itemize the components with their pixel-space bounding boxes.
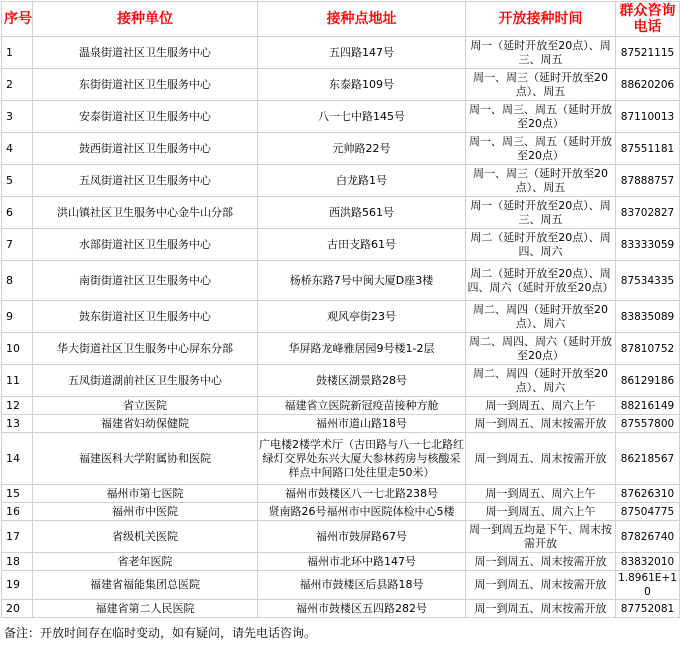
cell-unit: 福州市第七医院	[33, 485, 258, 503]
header-address: 接种点地址	[258, 2, 466, 37]
cell-no: 12	[2, 397, 33, 415]
cell-unit: 东街街道社区卫生服务中心	[33, 69, 258, 101]
cell-address: 元帅路22号	[258, 133, 466, 165]
cell-address: 福州市鼓屏路67号	[258, 521, 466, 553]
cell-unit: 福建医科大学附属协和医院	[33, 433, 258, 485]
cell-unit: 水部街道社区卫生服务中心	[33, 229, 258, 261]
cell-phone: 83702827	[616, 197, 680, 229]
cell-address: 福州市鼓楼区后县路18号	[258, 571, 466, 600]
cell-time: 周一、周三、周五（延时开放至20点）	[466, 101, 616, 133]
table-body	[2, 37, 680, 618]
cell-no: 11	[2, 365, 33, 397]
cell-unit: 福建省第二人民医院	[33, 600, 258, 618]
table-row	[2, 165, 680, 197]
cell-unit: 洪山镇社区卫生服务中心金牛山分部	[33, 197, 258, 229]
cell-time: 周一到周五、周末按需开放	[466, 571, 616, 600]
header-time: 开放接种时间	[466, 2, 616, 37]
table-row	[2, 229, 680, 261]
cell-phone: 87752081	[616, 600, 680, 618]
cell-time: 周一到周五、周末按需开放	[466, 415, 616, 433]
table-row	[2, 415, 680, 433]
cell-phone: 87810752	[616, 333, 680, 365]
cell-address: 福州市北环中路147号	[258, 553, 466, 571]
cell-no: 9	[2, 301, 33, 333]
cell-phone: 87534335	[616, 261, 680, 301]
cell-no: 7	[2, 229, 33, 261]
cell-phone: 83835089	[616, 301, 680, 333]
table-row	[2, 433, 680, 485]
cell-unit: 省立医院	[33, 397, 258, 415]
cell-address: 白龙路1号	[258, 165, 466, 197]
table-row	[2, 571, 680, 600]
table-row	[2, 365, 680, 397]
cell-address: 杨桥东路7号中闽大厦D座3楼	[258, 261, 466, 301]
cell-phone: 88216149	[616, 397, 680, 415]
cell-time: 周一到周五、周六上午	[466, 485, 616, 503]
header-unit: 接种单位	[33, 2, 258, 37]
table-row	[2, 69, 680, 101]
cell-no: 1	[2, 37, 33, 69]
cell-phone: 87521115	[616, 37, 680, 69]
cell-phone: 87110013	[616, 101, 680, 133]
cell-address: 福州市道山路18号	[258, 415, 466, 433]
cell-address: 福州市鼓楼区八一七北路238号	[258, 485, 466, 503]
cell-no: 18	[2, 553, 33, 571]
cell-time: 周二、周四、周六（延时开放至20点）	[466, 333, 616, 365]
table-row	[2, 485, 680, 503]
cell-phone: 83333059	[616, 229, 680, 261]
cell-no: 17	[2, 521, 33, 553]
cell-phone: 1.8961E+10	[616, 571, 680, 600]
table-row	[2, 521, 680, 553]
footnote: 备注：开放时间存在临时变动，如有疑问，请先电话咨询。	[4, 626, 317, 640]
cell-no: 5	[2, 165, 33, 197]
cell-time: 周二（延时开放至20点）、周四、周六	[466, 229, 616, 261]
cell-phone: 87557800	[616, 415, 680, 433]
table-row	[2, 37, 680, 69]
cell-phone: 87826740	[616, 521, 680, 553]
table-row	[2, 397, 680, 415]
cell-phone: 87504775	[616, 503, 680, 521]
cell-time: 周一（延时开放至20点）、周三、周五	[466, 37, 616, 69]
cell-phone: 87626310	[616, 485, 680, 503]
cell-address: 西洪路561号	[258, 197, 466, 229]
cell-no: 16	[2, 503, 33, 521]
header-row	[2, 2, 680, 37]
cell-unit: 省老年医院	[33, 553, 258, 571]
cell-phone: 87888757	[616, 165, 680, 197]
cell-time: 周一、周三（延时开放至20点）、周五	[466, 69, 616, 101]
cell-time: 周一到周五、周末按需开放	[466, 553, 616, 571]
cell-no: 13	[2, 415, 33, 433]
cell-no: 6	[2, 197, 33, 229]
cell-unit: 福建省妇幼保健院	[33, 415, 258, 433]
table-row	[2, 101, 680, 133]
cell-unit: 五凤街道湖前社区卫生服务中心	[33, 365, 258, 397]
cell-address: 观风亭街23号	[258, 301, 466, 333]
cell-no: 2	[2, 69, 33, 101]
cell-address: 鼓楼区湖景路28号	[258, 365, 466, 397]
cell-address: 八一七中路145号	[258, 101, 466, 133]
cell-no: 10	[2, 333, 33, 365]
cell-time: 周一到周五、周六上午	[466, 503, 616, 521]
cell-phone: 86129186	[616, 365, 680, 397]
header-no: 序号	[2, 2, 33, 37]
table-row	[2, 197, 680, 229]
cell-phone: 88620206	[616, 69, 680, 101]
cell-address: 五四路147号	[258, 37, 466, 69]
vaccination-table	[1, 1, 680, 618]
cell-time: 周二、周四（延时开放至20点）、周六	[466, 365, 616, 397]
cell-time: 周二（延时开放至20点）、周四、周六（延时开放至20点）	[466, 261, 616, 301]
cell-no: 19	[2, 571, 33, 600]
cell-no: 20	[2, 600, 33, 618]
cell-address: 福建省立医院新冠疫苗接种方舱	[258, 397, 466, 415]
header-phone: 群众咨询电话	[616, 2, 680, 37]
cell-no: 4	[2, 133, 33, 165]
cell-unit: 福州市中医院	[33, 503, 258, 521]
cell-unit: 温泉街道社区卫生服务中心	[33, 37, 258, 69]
cell-unit: 鼓西街道社区卫生服务中心	[33, 133, 258, 165]
cell-address: 华屏路龙峰雅居园9号楼1-2层	[258, 333, 466, 365]
cell-address: 古田支路61号	[258, 229, 466, 261]
cell-time: 周一到周五、周六上午	[466, 397, 616, 415]
table-row	[2, 301, 680, 333]
cell-address: 广电楼2楼学术厅（古田路与八一七北路红绿灯交界处东兴大厦大参林药房与核酸采样点中间路口处往里走50米）	[258, 433, 466, 485]
cell-phone: 86218567	[616, 433, 680, 485]
cell-unit: 福建省福能集团总医院	[33, 571, 258, 600]
cell-time: 周一、周三、周五（延时开放至20点）	[466, 133, 616, 165]
cell-unit: 安泰街道社区卫生服务中心	[33, 101, 258, 133]
cell-address: 东泰路109号	[258, 69, 466, 101]
cell-unit: 五凤街道社区卫生服务中心	[33, 165, 258, 197]
table-row	[2, 553, 680, 571]
cell-no: 14	[2, 433, 33, 485]
cell-no: 8	[2, 261, 33, 301]
cell-phone: 83832010	[616, 553, 680, 571]
table-row	[2, 261, 680, 301]
cell-time: 周一到周五均是下午、周末按需开放	[466, 521, 616, 553]
table-row	[2, 600, 680, 618]
cell-unit: 省级机关医院	[33, 521, 258, 553]
cell-time: 周二、周四（延时开放至20点）、周六	[466, 301, 616, 333]
cell-time: 周一到周五、周末按需开放	[466, 600, 616, 618]
cell-time: 周一到周五、周末按需开放	[466, 433, 616, 485]
cell-phone: 87551181	[616, 133, 680, 165]
cell-address: 贤南路26号福州市中医院体检中心5楼	[258, 503, 466, 521]
cell-no: 3	[2, 101, 33, 133]
cell-no: 15	[2, 485, 33, 503]
cell-time: 周一（延时开放至20点）、周三、周五	[466, 197, 616, 229]
table-row	[2, 133, 680, 165]
table-row	[2, 333, 680, 365]
cell-unit: 南街街道社区卫生服务中心	[33, 261, 258, 301]
table-row	[2, 503, 680, 521]
cell-unit: 华大街道社区卫生服务中心屏东分部	[33, 333, 258, 365]
cell-address: 福州市鼓楼区五四路282号	[258, 600, 466, 618]
cell-time: 周一、周三（延时开放至20点）、周五	[466, 165, 616, 197]
cell-unit: 鼓东街道社区卫生服务中心	[33, 301, 258, 333]
